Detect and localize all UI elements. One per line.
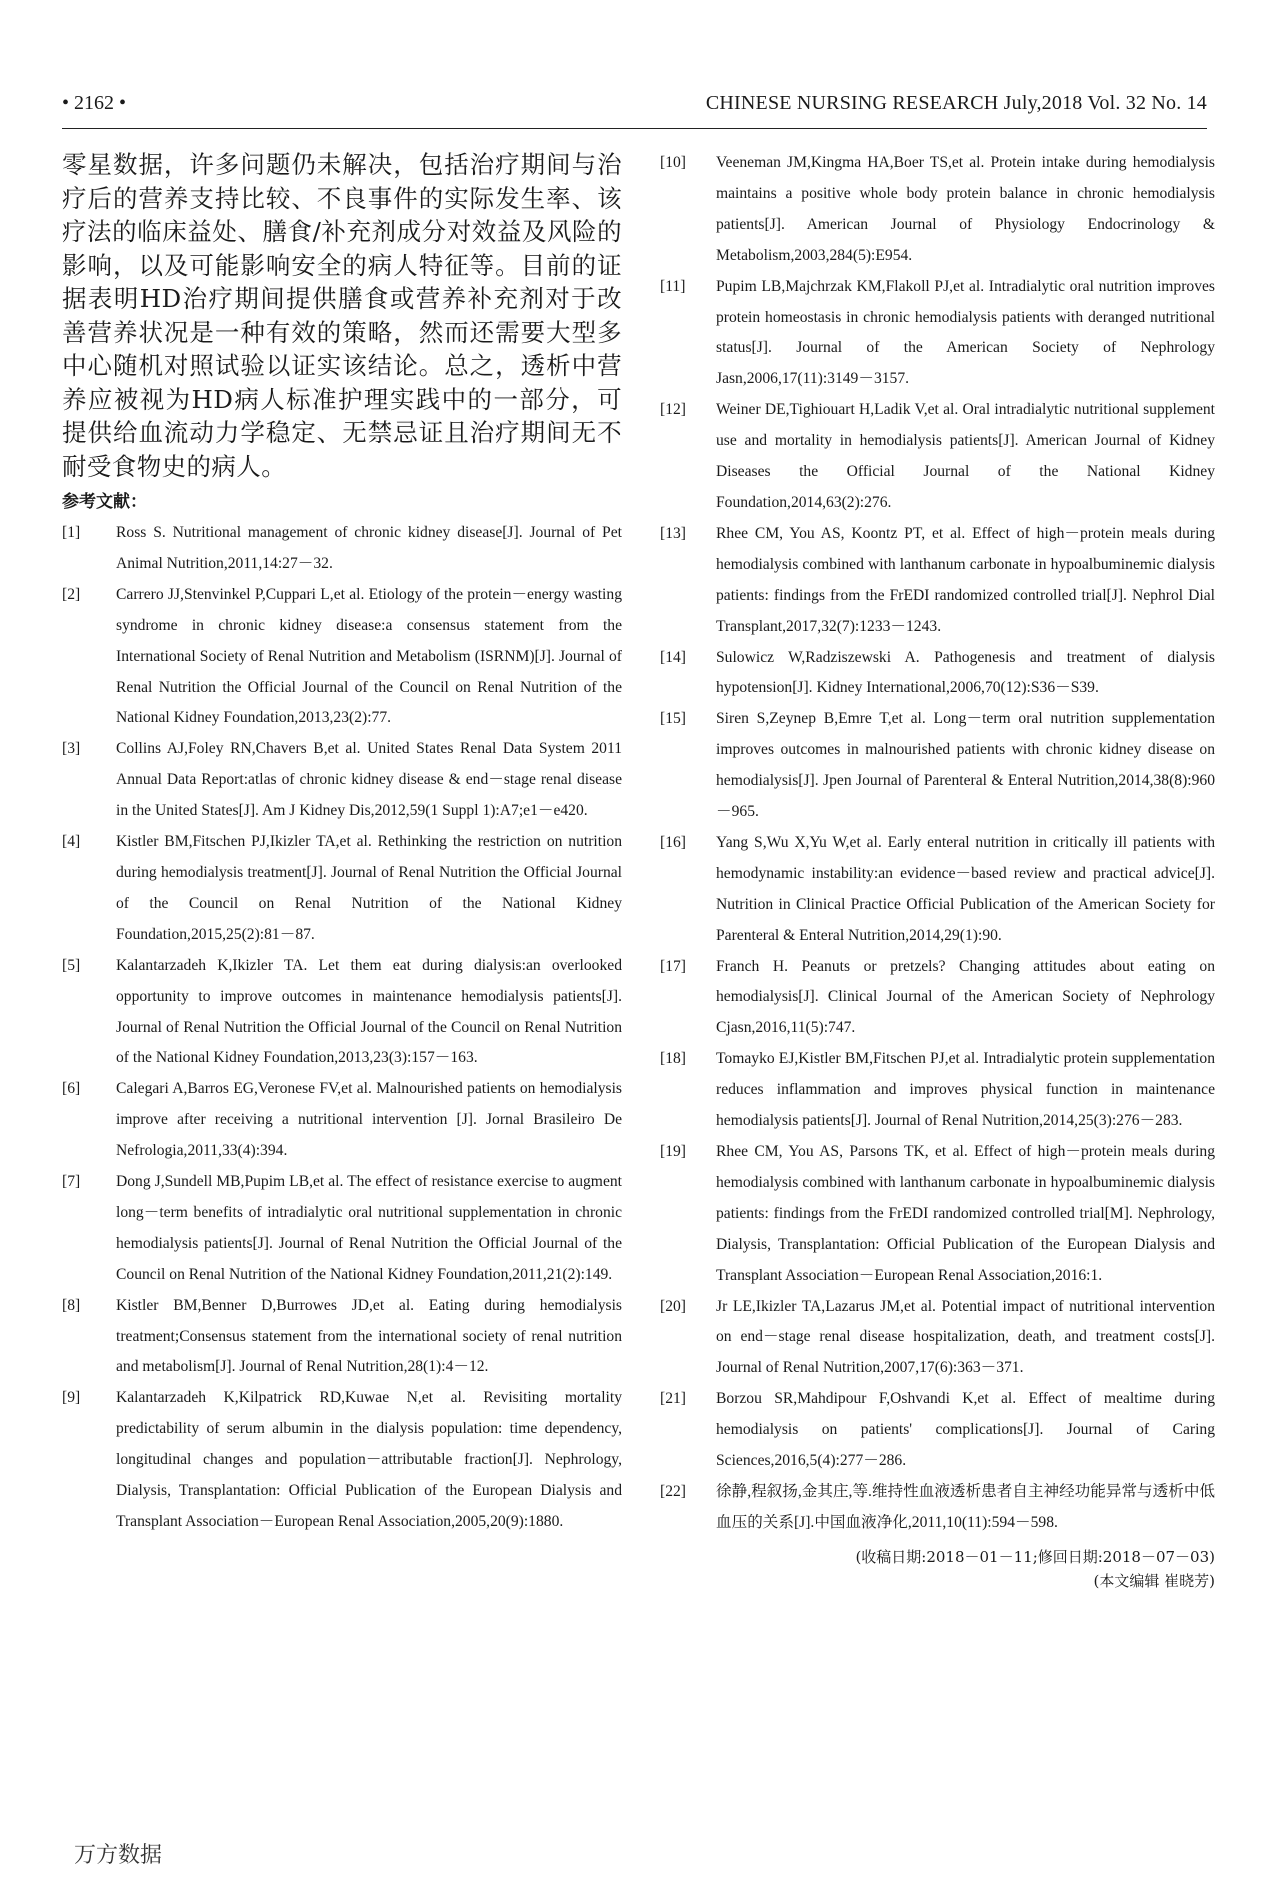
reference-number: [11] bbox=[660, 277, 686, 295]
reference-text: Dong J,Sundell MB,Pupim LB,et al. The effect of resistance exercise to augment long－term benefits of intradialytic oral nutritional supplementation in chronic hemodialysis patients[J]. Journal of Renal Nutrition the Official Journal of the Council on Renal Nutrition of the National Kidney Foundation,2011,21(2):149. bbox=[116, 1173, 622, 1283]
reference-item bbox=[660, 395, 1215, 519]
reference-item bbox=[660, 828, 1215, 952]
reference-text: Tomayko EJ,Kistler BM,Fitschen PJ,et al. Intradialytic protein supplementation reduces inflammation and improves physical function in maintenance hemodialysis patients[J]. Journal of Renal Nutrition,2014,25(3):276－283. bbox=[716, 1050, 1215, 1130]
body-paragraph: 零星数据，许多问题仍未解决，包括治疗期间与治疗后的营养支持比较、不良事件的实际发生率、该疗法的临床益处、膳食/补充剂成分对效益及风险的影响，以及可能影响安全的病人特征等。目前的证据表明HD治疗期间提供膳食或营养补充剂对于改善营养状况是一种有效的策略，然而还需要大型多中心随机对照试验以证实该结论。总之，透析中营养应被视为HD病人标准护理实践中的一部分，可提供给血流动力学稳定、无禁忌证且治疗期间无不耐受食物史的病人。 bbox=[62, 150, 622, 481]
reference-number: [10] bbox=[660, 154, 686, 171]
reference-text: Kalantarzadeh K,Ikizler TA. Let them eat during dialysis:an overlooked opportunity to improve outcomes in maintenance hemodialysis patients[J]. Journal of Renal Nutrition the Official Journal of the Council on Renal Nutrition of the National Kidney Foundation,2013,23(3):157－163. bbox=[116, 956, 622, 1067]
reference-item bbox=[660, 1044, 1215, 1137]
reference-number: [15] bbox=[660, 710, 686, 728]
left-column bbox=[62, 148, 622, 1538]
reference-item bbox=[660, 1137, 1215, 1292]
reference-item bbox=[62, 580, 622, 735]
reference-item bbox=[660, 148, 1215, 272]
reference-text: Siren S,Zeynep B,Emre T,et al. Long－term oral nutrition supplementation improves outcomes in malnourished patients with chronic kidney disease on hemodialysis[J]. Jpen Journal of Parenteral & Enteral Nutrition,2014,38(8):960－965. bbox=[716, 710, 1215, 821]
right-column bbox=[660, 148, 1215, 1593]
reference-text: Calegari A,Barros EG,Veronese FV,et al. Malnourished patients on hemodialysis improve after receiving a nutritional intervention [J]. Jornal Brasileiro De Nefrologia,2011,33(4):394. bbox=[116, 1080, 622, 1160]
reference-text: Rhee CM, You AS, Parsons TK, et al. Effect of high－protein meals during hemodialysis combined with lanthanum carbonate in hypoalbuminemic dialysis patients: findings from the FrEDI randomized controlled trial[M]. Nephrology, Dialysis, Transplantation: Official Publication of the European Dialysis and Transplant Association－European Renal Association,2016:1. bbox=[716, 1143, 1215, 1284]
reference-number: [4] bbox=[62, 833, 81, 851]
reference-number: [18] bbox=[660, 1050, 686, 1068]
reference-item bbox=[62, 1167, 622, 1291]
reference-text: Kistler BM,Benner D,Burrowes JD,et al. Eating during hemodialysis treatment;Consensus statement from the international society of renal nutrition and metabolism[J]. Journal of Renal Nutrition,28(1):4－12. bbox=[116, 1296, 622, 1376]
reference-text: Carrero JJ,Stenvinkel P,Cuppari L,et al. Etiology of the protein－energy wasting syndrome in chronic kidney disease:a consensus statement from the International Society of Renal Nutrition and Metabolism (ISRNM)[J]. Journal of Renal Nutrition the Official Journal of the Council on Renal Nutrition of the National Kidney Foundation,2013,23(2):77. bbox=[116, 585, 622, 727]
reference-item bbox=[660, 272, 1215, 396]
reference-item bbox=[62, 1291, 622, 1384]
reference-number: [22] bbox=[660, 1482, 686, 1500]
reference-text: Rhee CM, You AS, Koontz PT, et al. Effect of high－protein meals during hemodialysis combined with lanthanum carbonate in hypoalbuminemic dialysis patients: findings from the FrEDI randomized controlled trial[J]. Nephrol Dial Transplant,2017,32(7):1233－1243. bbox=[716, 524, 1215, 635]
reference-text: Pupim LB,Majchrzak KM,Flakoll PJ,et al. Intradialytic oral nutrition improves protein homeostasis in chronic hemodialysis patients with deranged nutritional status[J]. Journal of the American Society of Nephrology Jasn,2006,17(11):3149－3157. bbox=[716, 277, 1215, 388]
reference-text: Jr LE,Ikizler TA,Lazarus JM,et al. Potential impact of nutritional intervention on end－stage renal disease hospitalization, death, and treatment costs[J]. Journal of Renal Nutrition,2007,17(6):363－371. bbox=[716, 1297, 1215, 1377]
reference-number: [17] bbox=[660, 957, 686, 975]
received-revised-dates: (收稿日期:2018－01－11;修回日期:2018－07－03) bbox=[855, 1547, 1215, 1566]
reference-number: [13] bbox=[660, 524, 686, 542]
reference-item bbox=[62, 734, 622, 827]
page-number: • 2162 • bbox=[62, 92, 127, 114]
reference-number: [7] bbox=[62, 1173, 81, 1191]
reference-number: [6] bbox=[62, 1080, 81, 1098]
reference-item bbox=[660, 643, 1215, 705]
reference-text: 徐静,程叙扬,金其庄,等.维持性血液透析患者自主神经功能异常与透析中低血压的关系[J].中国血液净化,2011,10(11):594－598. bbox=[716, 1482, 1216, 1531]
reference-number: [14] bbox=[660, 648, 686, 666]
reference-number: [5] bbox=[62, 956, 81, 974]
reference-item bbox=[660, 952, 1215, 1045]
reference-text: Ross S. Nutritional management of chronic kidney disease[J]. Journal of Pet Animal Nutrition,2011,14:27－32. bbox=[116, 524, 622, 572]
reference-item bbox=[660, 519, 1215, 643]
journal-title: CHINESE NURSING RESEARCH July,2018 Vol. 32 No. 14 bbox=[705, 92, 1207, 114]
footer-watermark: 万方数据 bbox=[74, 1843, 163, 1868]
reference-number: [16] bbox=[660, 833, 686, 851]
reference-list-right bbox=[660, 148, 1215, 1539]
reference-number: [12] bbox=[660, 401, 686, 419]
reference-text: Collins AJ,Foley RN,Chavers B,et al. United States Renal Data System 2011 Annual Data Report:atlas of chronic kidney disease & end－stage renal disease in the United States[J]. Am J Kidney Dis,2012,59(1 Suppl 1):A7;e1－e420. bbox=[116, 740, 622, 820]
reference-number: [1] bbox=[62, 524, 81, 541]
reference-item bbox=[62, 1074, 622, 1167]
header-rule bbox=[62, 128, 1207, 129]
reference-number: [2] bbox=[62, 585, 81, 603]
reference-item bbox=[62, 827, 622, 951]
reference-list-left bbox=[62, 518, 622, 1538]
reference-number: [19] bbox=[660, 1143, 686, 1160]
reference-item bbox=[660, 1384, 1215, 1477]
references-heading: 参考文献： bbox=[62, 492, 147, 512]
editor-credit: (本文编辑 崔晓芳) bbox=[1093, 1571, 1215, 1590]
reference-item bbox=[62, 1383, 622, 1538]
reference-number: [8] bbox=[62, 1296, 81, 1314]
reference-number: [3] bbox=[62, 740, 81, 758]
reference-text: Yang S,Wu X,Yu W,et al. Early enteral nutrition in critically ill patients with hemodynamic instability:an evidence－based review and practical advice[J]. Nutrition in Clinical Practice Official Publication of the American Society for Parenteral & Enteral Nutrition,2014,29(1):90. bbox=[716, 833, 1215, 944]
reference-item bbox=[62, 518, 622, 580]
reference-text: Franch H. Peanuts or pretzels? Changing attitudes about eating on hemodialysis[J]. Clinical Journal of the American Society of Nephrology Cjasn,2016,11(5):747. bbox=[716, 957, 1215, 1037]
reference-text: Kistler BM,Fitschen PJ,Ikizler TA,et al. Rethinking the restriction on nutrition during hemodialysis treatment[J]. Journal of Renal Nutrition the Official Journal of the Council on Renal Nutrition of the National Kidney Foundation,2015,25(2):81－87. bbox=[116, 833, 622, 943]
reference-number: [20] bbox=[660, 1297, 686, 1315]
reference-number: [21] bbox=[660, 1390, 686, 1408]
reference-text: Kalantarzadeh K,Kilpatrick RD,Kuwae N,et al. Revisiting mortality predictability of serum albumin in the dialysis population: time dependency, longitudinal changes and population－attributable fraction[J]. Nephrology, Dialysis, Transplantation: Official Publication of the European Dialysis and Transplant Association－European Renal Association,2005,20(9):1880. bbox=[116, 1389, 622, 1530]
reference-number: [9] bbox=[62, 1389, 81, 1407]
reference-item bbox=[660, 1292, 1215, 1385]
reference-text: Sulowicz W,Radziszewski A. Pathogenesis and treatment of dialysis hypotension[J]. Kidney International,2006,70(12):S36－S39. bbox=[716, 648, 1215, 697]
reference-text: Borzou SR,Mahdipour F,Oshvandi K,et al. Effect of mealtime during hemodialysis on patients' complications[J]. Journal of Caring Sciences,2016,5(4):277－286. bbox=[716, 1390, 1215, 1470]
page-header bbox=[62, 92, 1207, 126]
reference-text: Weiner DE,Tighiouart H,Ladik V,et al. Oral intradialytic nutritional supplement use and mortality in hemodialysis patients[J]. American Journal of Kidney Diseases the Official Journal of the National Kidney Foundation,2014,63(2):276. bbox=[716, 401, 1215, 511]
reference-text: Veeneman JM,Kingma HA,Boer TS,et al. Protein intake during hemodialysis maintains a positive whole body protein balance in chronic hemodialysis patients[J]. American Journal of Physiology Endocrinology & Metabolism,2003,284(5):E954. bbox=[716, 154, 1215, 264]
reference-item bbox=[660, 704, 1215, 828]
reference-item bbox=[62, 951, 622, 1075]
reference-item bbox=[660, 1477, 1215, 1539]
